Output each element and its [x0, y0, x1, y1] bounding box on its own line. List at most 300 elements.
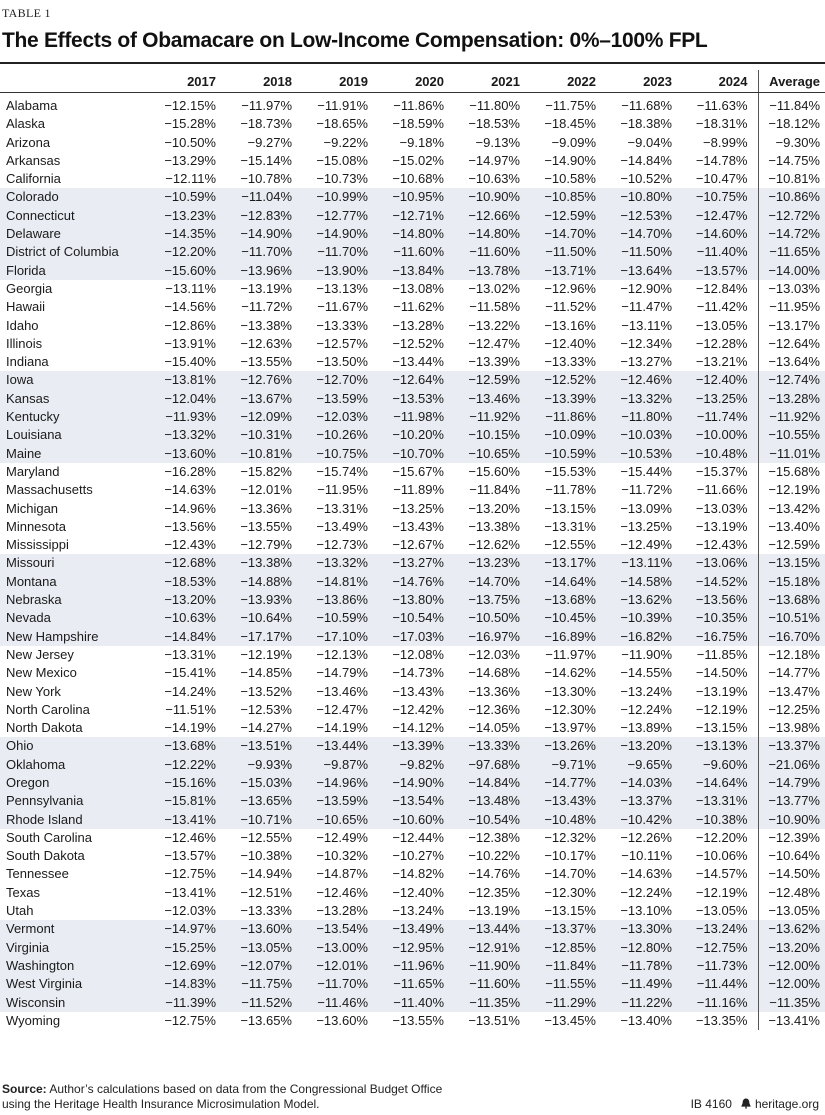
year-value-cell: −12.01%	[240, 482, 292, 498]
year-value-cell: −13.43%	[392, 683, 444, 699]
year-value-cell: −14.60%	[682, 225, 758, 243]
average-cell: −12.25%	[758, 701, 825, 719]
year-value-cell: −13.25%	[620, 518, 672, 534]
state-name-cell: Missouri	[0, 554, 150, 572]
year-value-cell: −10.80%	[606, 188, 682, 206]
year-value-cell: −11.58%	[469, 299, 520, 315]
year-value-cell: −13.65%	[240, 1012, 292, 1028]
year-value-cell: −8.99%	[703, 134, 748, 150]
state-name-cell: Oklahoma	[0, 756, 150, 774]
year-value-cell: −11.84%	[530, 957, 606, 975]
year-value-cell: −12.57%	[316, 335, 368, 351]
year-value-cell: −14.62%	[544, 665, 596, 681]
table-row	[0, 408, 825, 426]
year-value-cell: −15.41%	[164, 665, 216, 681]
year-value-cell: −18.59%	[392, 116, 444, 132]
year-value-cell: −10.54%	[378, 609, 454, 627]
year-value-cell: −10.39%	[606, 609, 682, 627]
year-value-cell: −16.97%	[454, 628, 530, 646]
average-cell: −10.90%	[758, 811, 825, 829]
year-value-cell: −12.75%	[164, 866, 216, 882]
source-text-line1: Author’s calculations based on data from the Congressional Budget Office	[46, 1082, 443, 1096]
year-value-cell: −13.90%	[302, 262, 378, 280]
state-name-cell: Mississippi	[6, 537, 69, 553]
year-value-cell: −12.11%	[165, 171, 216, 187]
column-header-2019: 2019	[302, 70, 378, 93]
year-value-cell: −13.19%	[695, 518, 748, 534]
year-value-cell: −12.20%	[695, 829, 748, 845]
year-value-cell: −11.72%	[621, 482, 672, 498]
year-value-cell: −12.15%	[164, 98, 216, 113]
average-cell: −13.62%	[758, 920, 825, 938]
year-value-cell: −15.44%	[620, 463, 672, 479]
table-row	[0, 536, 825, 554]
year-value-cell: −13.15%	[544, 500, 596, 516]
state-name-cell: Vermont	[0, 920, 150, 938]
average-cell: −10.81%	[758, 170, 825, 188]
table-row	[0, 609, 825, 627]
year-value-cell: −13.44%	[302, 737, 378, 755]
average-cell: −15.68%	[758, 463, 825, 481]
year-value-cell: −12.62%	[468, 537, 520, 553]
year-value-cell: −11.49%	[606, 975, 682, 993]
year-value-cell: −12.44%	[392, 829, 444, 845]
year-value-cell: −13.33%	[316, 317, 368, 333]
table-row	[0, 170, 825, 188]
year-value-cell: −15.14%	[240, 152, 292, 168]
state-name-cell: Wyoming	[6, 1012, 61, 1028]
year-value-cell: −12.03%	[468, 646, 520, 662]
table-row	[0, 463, 825, 481]
year-value-cell: −10.81%	[226, 445, 302, 463]
year-value-cell: −14.97%	[150, 920, 226, 938]
year-value-cell: −13.37%	[606, 792, 682, 810]
average-cell: −14.79%	[758, 774, 825, 792]
year-value-cell: −11.63%	[696, 98, 748, 113]
year-value-cell: −13.33%	[240, 903, 292, 919]
year-value-cell: −13.37%	[530, 920, 606, 938]
year-value-cell: −17.17%	[226, 628, 302, 646]
table-row	[0, 847, 825, 865]
year-value-cell: −12.08%	[392, 646, 444, 662]
average-cell: −21.06%	[758, 756, 825, 774]
year-value-cell: −13.20%	[468, 500, 520, 516]
year-value-cell: −13.44%	[392, 354, 444, 370]
year-value-cell: −13.38%	[468, 518, 520, 534]
state-name-cell: Washington	[0, 957, 150, 975]
state-name-cell: Arkansas	[6, 152, 61, 168]
year-value-cell: −13.38%	[226, 554, 302, 572]
average-cell: −13.47%	[758, 683, 825, 701]
source-text-line2: using the Heritage Health Insurance Microsimulation Model.	[2, 1097, 320, 1111]
year-value-cell: −13.25%	[682, 390, 758, 408]
year-value-cell: −12.52%	[530, 371, 606, 389]
year-value-cell: −13.32%	[302, 554, 378, 572]
year-value-cell: −11.78%	[545, 482, 596, 498]
year-value-cell: −12.19%	[240, 646, 292, 662]
year-value-cell: −13.56%	[682, 591, 758, 609]
year-value-cell: −13.27%	[378, 554, 454, 572]
average-cell: −13.05%	[758, 902, 825, 920]
year-value-cell: −13.89%	[620, 720, 672, 736]
year-value-cell: −12.20%	[150, 243, 226, 261]
table-row	[0, 756, 825, 774]
year-value-cell: −14.83%	[150, 975, 226, 993]
year-value-cell: −10.75%	[682, 188, 758, 206]
year-value-cell: −9.71%	[530, 756, 606, 774]
year-value-cell: −13.11%	[606, 554, 682, 572]
year-value-cell: −14.70%	[544, 866, 596, 882]
year-value-cell: −11.91%	[317, 98, 368, 113]
year-value-cell: −12.68%	[150, 554, 226, 572]
year-value-cell: −13.96%	[226, 262, 302, 280]
state-name-cell: California	[6, 171, 61, 187]
year-value-cell: −11.04%	[226, 188, 302, 206]
year-value-cell: −12.91%	[454, 939, 530, 957]
year-value-cell: −10.50%	[454, 609, 530, 627]
year-value-cell: −12.46%	[606, 371, 682, 389]
ib-number: IB 4160	[690, 1097, 732, 1111]
year-value-cell: −13.31%	[316, 500, 368, 516]
year-value-cell: −11.40%	[682, 243, 758, 261]
average-cell: −13.64%	[758, 353, 825, 371]
average-cell: −12.00%	[758, 957, 825, 975]
year-value-cell: −14.68%	[468, 665, 520, 681]
state-name-cell: Kansas	[0, 390, 150, 408]
table-row	[0, 518, 825, 536]
year-value-cell: −13.43%	[392, 518, 444, 534]
year-value-cell: −13.19%	[695, 683, 748, 699]
year-value-cell: −15.37%	[695, 463, 748, 479]
year-value-cell: −16.89%	[530, 628, 606, 646]
year-value-cell: −12.47%	[316, 701, 368, 717]
year-value-cell: −14.85%	[240, 665, 292, 681]
source-note	[2, 1082, 442, 1112]
year-value-cell: −11.90%	[621, 646, 672, 662]
year-value-cell: −14.56%	[164, 299, 216, 315]
column-header-2018: 2018	[226, 70, 302, 93]
year-value-cell: −14.84%	[150, 628, 226, 646]
year-value-cell: −10.63%	[150, 609, 226, 627]
year-value-cell: −11.86%	[393, 98, 444, 113]
year-value-cell: −14.84%	[454, 774, 530, 792]
average-cell: −16.70%	[758, 628, 825, 646]
year-value-cell: −13.16%	[544, 317, 596, 333]
year-value-cell: −13.68%	[530, 591, 606, 609]
year-value-cell: −10.54%	[454, 811, 530, 829]
year-value-cell: −13.30%	[544, 683, 596, 699]
year-value-cell: −11.75%	[226, 975, 302, 993]
year-value-cell: −12.43%	[164, 537, 216, 553]
source-label: Source:	[2, 1082, 47, 1096]
table-row	[0, 225, 825, 243]
year-value-cell: −10.58%	[544, 171, 596, 187]
average-cell: −12.48%	[758, 884, 825, 902]
year-value-cell: −13.57%	[164, 848, 216, 864]
year-value-cell: −10.45%	[530, 609, 606, 627]
average-cell: −12.72%	[758, 207, 825, 225]
state-name-cell: Maryland	[6, 463, 60, 479]
year-value-cell: −10.17%	[544, 848, 596, 864]
year-value-cell: −15.28%	[164, 116, 216, 132]
year-value-cell: −12.59%	[530, 207, 606, 225]
state-name-cell: South Carolina	[6, 829, 92, 845]
table-body	[0, 93, 825, 1031]
year-value-cell: −13.29%	[164, 152, 216, 168]
year-value-cell: −12.49%	[316, 829, 368, 845]
year-value-cell: −13.38%	[240, 317, 292, 333]
year-value-cell: −10.35%	[682, 609, 758, 627]
year-value-cell: −15.16%	[150, 774, 226, 792]
year-value-cell: −9.22%	[323, 134, 368, 150]
state-name-cell: Alabama	[6, 98, 58, 113]
year-value-cell: −10.09%	[530, 426, 606, 444]
average-cell: −12.39%	[758, 829, 825, 847]
table-label: TABLE 1	[2, 6, 51, 20]
year-value-cell: −12.71%	[378, 207, 454, 225]
state-name-cell: Illinois	[6, 335, 43, 351]
year-value-cell: −13.05%	[695, 903, 748, 919]
year-value-cell: −13.36%	[240, 500, 292, 516]
year-value-cell: −12.79%	[240, 537, 292, 553]
year-value-cell: −13.54%	[302, 920, 378, 938]
average-cell: −12.59%	[758, 536, 825, 554]
column-header-2021: 2021	[454, 70, 530, 93]
year-value-cell: −14.24%	[164, 683, 216, 699]
year-value-cell: −10.65%	[302, 811, 378, 829]
year-value-cell: −14.52%	[682, 573, 758, 591]
average-cell: −10.64%	[758, 847, 825, 865]
year-value-cell: −14.94%	[240, 866, 292, 882]
year-value-cell: −18.53%	[468, 116, 520, 132]
year-value-cell: −13.51%	[226, 737, 302, 755]
state-name-cell: Tennessee	[6, 866, 69, 882]
year-value-cell: −97.68%	[454, 756, 530, 774]
average-cell: −12.74%	[758, 371, 825, 389]
publication-credit	[691, 1097, 819, 1111]
year-value-cell: −11.78%	[606, 957, 682, 975]
table-row	[0, 646, 825, 664]
average-cell: −10.51%	[758, 609, 825, 627]
table-row	[0, 115, 825, 133]
year-value-cell: −11.46%	[302, 994, 378, 1012]
table-header-row	[0, 70, 825, 93]
year-value-cell: −10.47%	[695, 171, 748, 187]
year-value-cell: −13.30%	[606, 920, 682, 938]
year-value-cell: −10.42%	[606, 811, 682, 829]
year-value-cell: −15.25%	[150, 939, 226, 957]
year-value-cell: −12.83%	[226, 207, 302, 225]
table-row	[0, 280, 825, 298]
average-cell: −10.86%	[758, 188, 825, 206]
year-value-cell: −12.24%	[620, 884, 672, 900]
year-value-cell: −13.31%	[164, 646, 216, 662]
year-value-cell: −13.53%	[378, 390, 454, 408]
year-value-cell: −13.33%	[544, 354, 596, 370]
year-value-cell: −14.63%	[620, 866, 672, 882]
year-value-cell: −13.49%	[378, 920, 454, 938]
table-row	[0, 335, 825, 353]
table-row	[0, 902, 825, 920]
year-value-cell: −13.31%	[682, 792, 758, 810]
year-value-cell: −14.03%	[606, 774, 682, 792]
state-name-cell: North Dakota	[6, 720, 83, 736]
title-rule	[0, 62, 825, 64]
year-value-cell: −13.22%	[468, 317, 520, 333]
year-value-cell: −15.67%	[392, 463, 444, 479]
year-value-cell: −10.71%	[226, 811, 302, 829]
year-value-cell: −12.04%	[150, 390, 226, 408]
year-value-cell: −12.80%	[606, 939, 682, 957]
year-value-cell: −13.52%	[240, 683, 292, 699]
year-value-cell: −10.59%	[530, 445, 606, 463]
table-row	[0, 774, 825, 792]
year-value-cell: −10.60%	[378, 811, 454, 829]
year-value-cell: −12.30%	[544, 884, 596, 900]
year-value-cell: −10.50%	[164, 134, 216, 150]
year-value-cell: −16.28%	[164, 463, 216, 479]
year-value-cell: −11.66%	[696, 482, 748, 498]
table-row	[0, 298, 825, 316]
year-value-cell: −12.95%	[378, 939, 454, 957]
year-value-cell: −18.31%	[695, 116, 748, 132]
year-value-cell: −13.49%	[316, 518, 368, 534]
table-row	[0, 628, 825, 646]
year-value-cell: −11.93%	[150, 408, 226, 426]
average-cell: −11.84%	[758, 93, 825, 116]
year-value-cell: −13.51%	[468, 1012, 520, 1028]
year-value-cell: −14.05%	[468, 720, 520, 736]
year-value-cell: −11.22%	[606, 994, 682, 1012]
column-header-2017: 2017	[150, 70, 226, 93]
year-value-cell: −13.11%	[165, 280, 216, 296]
site-link[interactable]: heritage.org	[754, 1097, 819, 1111]
year-value-cell: −14.64%	[530, 573, 606, 591]
year-value-cell: −12.75%	[164, 1012, 216, 1028]
year-value-cell: −15.03%	[226, 774, 302, 792]
state-name-cell: New Hampshire	[0, 628, 150, 646]
year-value-cell: −13.41%	[164, 884, 216, 900]
year-value-cell: −12.42%	[392, 701, 444, 717]
average-cell: −14.00%	[758, 262, 825, 280]
year-value-cell: −12.24%	[620, 701, 672, 717]
state-name-cell: Massachusetts	[6, 482, 93, 498]
state-name-cell: Utah	[6, 903, 34, 919]
table-row	[0, 829, 825, 847]
year-value-cell: −13.32%	[150, 426, 226, 444]
year-value-cell: −12.03%	[302, 408, 378, 426]
year-value-cell: −14.82%	[392, 866, 444, 882]
year-value-cell: −9.82%	[378, 756, 454, 774]
year-value-cell: −13.00%	[302, 939, 378, 957]
year-value-cell: −12.01%	[302, 957, 378, 975]
year-value-cell: −12.19%	[695, 701, 748, 717]
state-name-cell: Hawaii	[6, 299, 46, 315]
year-value-cell: −11.96%	[378, 957, 454, 975]
year-value-cell: −18.38%	[620, 116, 672, 132]
year-value-cell: −13.24%	[392, 903, 444, 919]
table-row	[0, 975, 825, 993]
year-value-cell: −12.40%	[392, 884, 444, 900]
year-value-cell: −9.27%	[247, 134, 292, 150]
year-value-cell: −13.13%	[316, 280, 368, 296]
year-value-cell: −12.53%	[606, 207, 682, 225]
year-value-cell: −10.38%	[682, 811, 758, 829]
state-name-cell: New Jersey	[6, 646, 74, 662]
year-value-cell: −10.85%	[530, 188, 606, 206]
year-value-cell: −10.59%	[302, 609, 378, 627]
year-value-cell: −11.60%	[454, 975, 530, 993]
year-value-cell: −10.53%	[606, 445, 682, 463]
year-value-cell: −13.11%	[621, 317, 672, 333]
year-value-cell: −14.90%	[302, 225, 378, 243]
year-value-cell: −12.13%	[316, 646, 368, 662]
year-value-cell: −10.73%	[316, 171, 368, 187]
year-value-cell: −13.97%	[544, 720, 596, 736]
year-value-cell: −12.52%	[392, 335, 444, 351]
year-value-cell: −13.71%	[530, 262, 606, 280]
year-value-cell: −11.73%	[682, 957, 758, 975]
state-name-cell: Nevada	[0, 609, 150, 627]
year-value-cell: −12.36%	[468, 701, 520, 717]
liberty-bell-icon	[740, 1098, 752, 1109]
table-row	[0, 1012, 825, 1030]
average-cell: −14.72%	[758, 225, 825, 243]
year-value-cell: −12.34%	[620, 335, 672, 351]
year-value-cell: −13.50%	[316, 354, 368, 370]
year-value-cell: −13.27%	[620, 354, 672, 370]
table-row	[0, 207, 825, 225]
state-name-cell: Wisconsin	[0, 994, 150, 1012]
state-name-cell: Rhode Island	[0, 811, 150, 829]
year-value-cell: −11.51%	[165, 701, 216, 717]
year-value-cell: −14.76%	[468, 866, 520, 882]
year-value-cell: −12.43%	[695, 537, 748, 553]
year-value-cell: −11.80%	[469, 98, 520, 113]
year-value-cell: −13.46%	[316, 683, 368, 699]
year-value-cell: −13.39%	[378, 737, 454, 755]
year-value-cell: −18.53%	[150, 573, 226, 591]
year-value-cell: −14.19%	[164, 720, 216, 736]
state-name-cell: Ohio	[0, 737, 150, 755]
year-value-cell: −13.36%	[468, 683, 520, 699]
table-row	[0, 664, 825, 682]
state-name-cell: Alaska	[6, 116, 46, 132]
year-value-cell: −11.80%	[606, 408, 682, 426]
state-name-cell: Georgia	[6, 280, 53, 296]
year-value-cell: −9.13%	[475, 134, 520, 150]
year-value-cell: −13.05%	[695, 317, 748, 333]
year-value-cell: −12.22%	[150, 756, 226, 774]
year-value-cell: −11.70%	[226, 243, 302, 261]
year-value-cell: −14.55%	[620, 665, 672, 681]
column-header-2022: 2022	[530, 70, 606, 93]
table-row	[0, 701, 825, 719]
year-value-cell: −14.97%	[468, 152, 520, 168]
table-row	[0, 737, 825, 755]
year-value-cell: −9.60%	[682, 756, 758, 774]
year-value-cell: −12.55%	[544, 537, 596, 553]
year-value-cell: −10.70%	[378, 445, 454, 463]
year-value-cell: −11.39%	[150, 994, 226, 1012]
average-cell: −13.68%	[758, 591, 825, 609]
year-value-cell: −15.74%	[316, 463, 368, 479]
year-value-cell: −13.46%	[454, 390, 530, 408]
year-value-cell: −14.96%	[164, 500, 216, 516]
year-value-cell: −10.32%	[316, 848, 368, 864]
year-value-cell: −14.64%	[682, 774, 758, 792]
year-value-cell: −11.97%	[241, 98, 292, 113]
